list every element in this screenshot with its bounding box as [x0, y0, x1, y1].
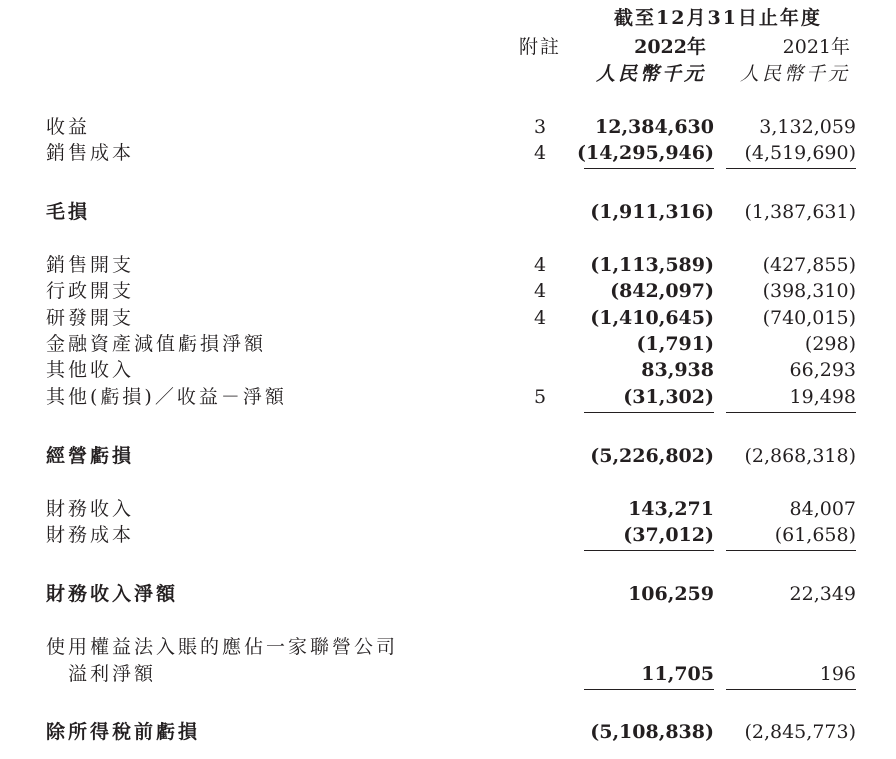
row-value-2022: (5,226,802) — [590, 445, 714, 467]
row-value-2021: 22,349 — [789, 583, 856, 605]
row-note: 4 — [533, 280, 547, 302]
row-value-2022: (1,911,316) — [590, 201, 714, 223]
row-value-2022: (5,108,838) — [590, 721, 714, 743]
row-label: 行政開支 — [46, 280, 135, 302]
row-label: 毛損 — [46, 201, 91, 223]
row-note: 4 — [533, 142, 547, 164]
row-label: 財務收入 — [46, 498, 135, 520]
row-note: 3 — [533, 116, 547, 138]
row-label: 使用權益法入賬的應佔一家聯營公司 — [46, 636, 399, 658]
subtotal-rule-2022 — [584, 168, 714, 169]
unit-2022-heading: 人民幣千元 — [595, 63, 706, 85]
row-value-2022: (842,097) — [610, 280, 714, 302]
row-value-2022: (31,302) — [623, 386, 714, 408]
subtotal-rule-2021 — [726, 168, 856, 169]
row-value-2021: 19,498 — [789, 386, 856, 408]
row-label: 研發開支 — [46, 307, 135, 329]
row-note: 4 — [533, 254, 547, 276]
row-value-2021: 3,132,059 — [759, 116, 856, 138]
row-value-2022: 143,271 — [628, 498, 714, 520]
row-label: 收益 — [46, 116, 91, 138]
row-label: 溢利淨額 — [68, 663, 157, 685]
period-heading: 截至12月31日止年度 — [614, 7, 822, 29]
row-value-2021: (427,855) — [762, 254, 856, 276]
subtotal-rule-2022 — [584, 550, 714, 551]
subtotal-rule-2021 — [726, 412, 856, 413]
row-label: 其他(虧損)／收益－淨額 — [46, 386, 287, 408]
subtotal-rule-2022 — [584, 412, 714, 413]
row-value-2021: (4,519,690) — [744, 142, 856, 164]
row-label: 經營虧損 — [46, 445, 135, 467]
row-label: 銷售成本 — [46, 142, 135, 164]
note-column-heading: 附註 — [518, 36, 561, 58]
row-label: 財務收入淨額 — [46, 583, 179, 605]
row-value-2021: (2,845,773) — [744, 721, 856, 743]
row-value-2021: 66,293 — [789, 359, 856, 381]
row-label: 除所得稅前虧損 — [46, 721, 201, 743]
unit-2021-heading: 人民幣千元 — [739, 63, 850, 85]
row-value-2021: (2,868,318) — [744, 445, 856, 467]
subtotal-rule-2021 — [726, 689, 856, 690]
row-value-2022: (14,295,946) — [577, 142, 714, 164]
row-label: 其他收入 — [46, 359, 135, 381]
row-label: 財務成本 — [46, 524, 135, 546]
row-note: 5 — [533, 386, 547, 408]
subtotal-rule-2022 — [584, 689, 714, 690]
row-value-2021: (61,658) — [774, 524, 856, 546]
row-value-2022: 106,259 — [628, 583, 714, 605]
subtotal-rule-2021 — [726, 550, 856, 551]
row-note: 4 — [533, 307, 547, 329]
row-value-2021: (298) — [804, 333, 856, 355]
row-label: 金融資產減值虧損淨額 — [46, 333, 267, 355]
row-value-2022: (1,791) — [636, 333, 714, 355]
row-value-2022: (37,012) — [623, 524, 714, 546]
row-label: 銷售開支 — [46, 254, 135, 276]
row-value-2022: 11,705 — [641, 663, 714, 685]
row-value-2022: 12,384,630 — [595, 116, 714, 138]
row-value-2022: (1,410,645) — [590, 307, 714, 329]
row-value-2022: (1,113,589) — [590, 254, 714, 276]
row-value-2021: 196 — [819, 663, 856, 685]
row-value-2021: (398,310) — [762, 280, 856, 302]
year-2022-heading: 2022年 — [634, 36, 706, 58]
row-value-2021: (740,015) — [762, 307, 856, 329]
row-value-2021: (1,387,631) — [744, 201, 856, 223]
year-2021-heading: 2021年 — [782, 36, 850, 58]
row-value-2021: 84,007 — [789, 498, 856, 520]
row-value-2022: 83,938 — [641, 359, 714, 381]
